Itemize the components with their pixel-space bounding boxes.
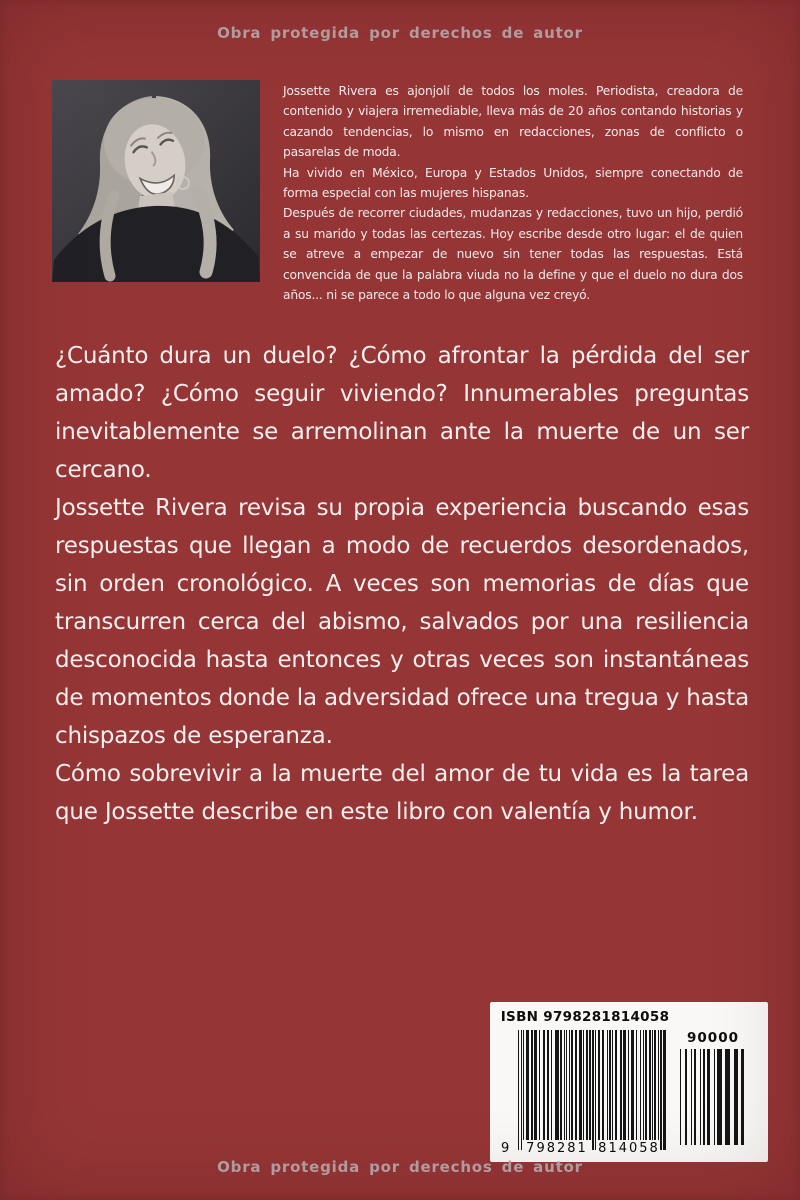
supplement-barcode	[680, 1049, 746, 1145]
bio-paragraph: Jossette Rivera es ajonjolí de todos los moles. Periodista, creadora de contenido y viajera irremediable, lleva más de 20 años contando historias y cazando tendencias, lo mismo en redacciones, zonas de conflicto o pasarelas de moda.	[283, 84, 743, 160]
barcode-digit-group2: 814058	[598, 1141, 660, 1156]
isbn-label: ISBN 9798281814058	[500, 1009, 670, 1025]
synopsis-paragraph: ¿Cuánto dura un duelo? ¿Cómo afrontar la pérdida del ser amado? ¿Cómo seguir viviendo? Innumerables preguntas inevitablemente se arremolinan ante la muerte de un ser cercano.	[55, 343, 749, 483]
synopsis-paragraph: Cómo sobrevivir a la muerte del amor de tu vida es la tarea que Jossette describe en este libro con valentía y humor.	[55, 761, 749, 825]
bio-paragraph: Ha vivido en México, Europa y Estados Unidos, siempre conectando de forma especial con las mujeres hispanas.	[283, 165, 743, 201]
synopsis-paragraph: Jossette Rivera revisa su propia experiencia buscando esas respuestas que llegan a modo de recuerdos desordenados, sin orden cronológico. A veces son memorias de días que transcurren cerca del abismo, salvados por una resiliencia desconocida hasta entonces y otras veces son instantáneas de momentos donde la adversidad ofrece una tregua y hasta chispazos de esperanza.	[55, 495, 749, 749]
barcode-digit-lead: 9	[501, 1141, 510, 1156]
copyright-watermark-top: Obra protegida por derechos de autor	[217, 24, 583, 42]
barcode-digit-group1: 798281	[526, 1141, 588, 1156]
author-photo	[52, 80, 260, 282]
copyright-watermark-bottom: Obra protegida por derechos de autor	[217, 1158, 583, 1176]
synopsis	[55, 337, 749, 831]
ean13-barcode	[518, 1030, 668, 1152]
price-code: 90000	[687, 1030, 739, 1046]
barcode-panel	[490, 1002, 768, 1162]
bio-paragraph: Después de recorrer ciudades, mudanzas y redacciones, tuvo un hijo, perdió a su marido y todas las certezas. Hoy escribe desde otro lugar: el de quien se atreve a empezar de nuevo sin tener todas las respuestas. Está convencida de que la palabra viuda no la define y que el duelo no dura dos años... ni se parece a todo lo que alguna vez creyó.	[283, 206, 743, 303]
author-portrait-illustration	[52, 80, 260, 282]
author-bio	[283, 81, 743, 305]
